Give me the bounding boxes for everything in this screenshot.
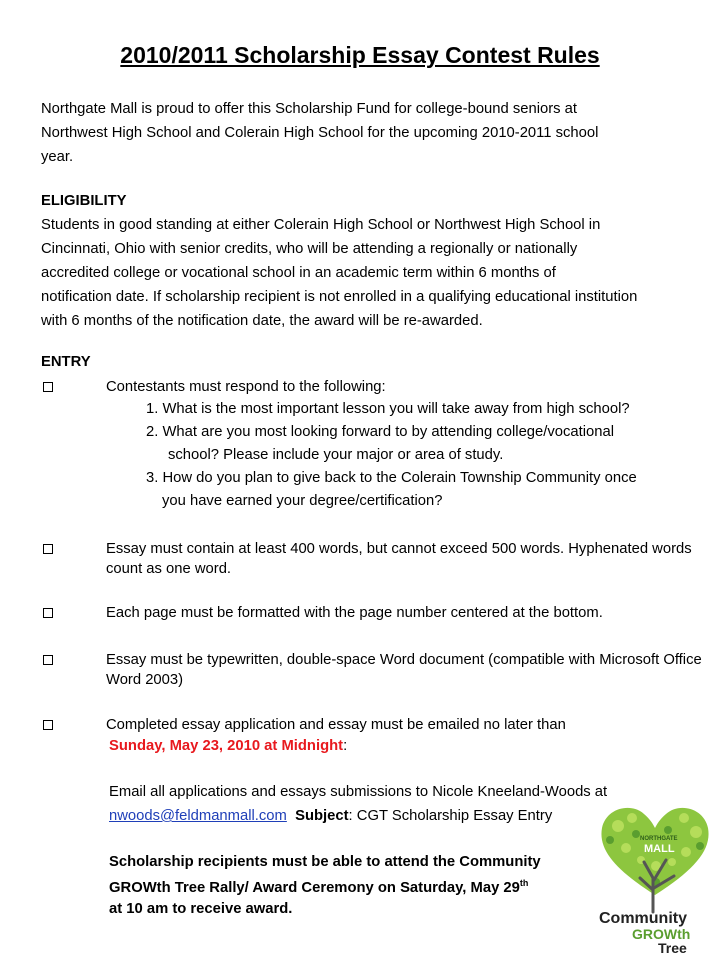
deadline-line xyxy=(109,738,347,754)
logo-growth: GROWth xyxy=(632,926,691,942)
page-title: 2010/2011 Scholarship Essay Contest Rules xyxy=(120,42,600,68)
question-2: 2. What are you most looking forward to by attending college/vocational xyxy=(146,424,615,440)
eligibility-line: Students in good standing at either Colerain High School or Northwest High School in xyxy=(41,217,601,233)
checkbox-icon xyxy=(43,544,53,554)
eligibility-heading: ELIGIBILITY xyxy=(41,193,127,209)
question-1: 1. What is the most important lesson you will take away from high school? xyxy=(146,401,630,417)
intro-line: year. xyxy=(41,149,74,165)
eligibility-line: with 6 months of the notification date, the award will be re-awarded. xyxy=(41,313,483,329)
checkbox-icon xyxy=(43,608,53,618)
entry-item-contestants: Contestants must respond to the following: xyxy=(106,379,386,395)
entry-heading: ENTRY xyxy=(41,354,91,370)
logo-community: Community xyxy=(599,910,687,927)
question-2-continued: school? Please include your major or area of study. xyxy=(168,447,504,463)
intro-line: Northgate Mall is proud to offer this Scholarship Fund for college-bound seniors at xyxy=(41,101,577,117)
ordinal-suffix: th xyxy=(519,878,529,888)
eligibility-line: Cincinnati, Ohio with senior credits, who will be attending a regionally or nationally xyxy=(41,241,578,257)
heart-tree-icon xyxy=(601,808,708,912)
intro-paragraph xyxy=(41,97,706,169)
community-growth-tree-logo xyxy=(596,800,714,954)
entry-item-typewritten: Essay must be typewritten, double-space Word document (compatible with Microsoft Office Word 2003) xyxy=(106,652,702,688)
logo-tree: Tree xyxy=(658,940,687,954)
eligibility-paragraph xyxy=(41,213,706,333)
ceremony-text: GROWth Tree Rally/ Award Ceremony on Saturday, May 29 xyxy=(109,879,520,896)
subject-label: Subject xyxy=(295,808,349,824)
checkbox-icon xyxy=(43,655,53,665)
question-3-continued: you have earned your degree/certification? xyxy=(162,493,443,509)
logo-northgate: NORTHGATE xyxy=(640,836,678,842)
entry-item-word-count: Essay must contain at least 400 words, but cannot exceed 500 words. Hyphenated words count as one word. xyxy=(106,541,692,577)
intro-line: Northwest High School and Colerain High School for the upcoming 2010-2011 school xyxy=(41,125,599,141)
checkbox-icon xyxy=(43,720,53,730)
ceremony-line-2 xyxy=(109,878,528,896)
email-instructions: Email all applications and essays submissions to Nicole Kneeland-Woods at xyxy=(109,784,608,800)
eligibility-line: accredited college or vocational school in an academic term within 6 months of xyxy=(41,265,556,281)
deadline-date: Sunday, May 23, 2010 at Midnight xyxy=(109,738,344,754)
subject-value: : CGT Scholarship Essay Entry xyxy=(348,808,553,824)
ceremony-line-1: Scholarship recipients must be able to attend the Community xyxy=(109,854,541,870)
question-3: 3. How do you plan to give back to the Colerain Township Community once xyxy=(146,470,637,486)
ceremony-line-3: at 10 am to receive award. xyxy=(109,901,293,917)
email-link[interactable]: nwoods@feldmanmall.com xyxy=(109,808,287,824)
deadline-colon: : xyxy=(343,738,348,754)
entry-item-deadline: Completed essay application and essay must be emailed no later than xyxy=(106,717,566,733)
entry-item-page-format: Each page must be formatted with the page number centered at the bottom. xyxy=(106,605,603,621)
eligibility-line: notification date. If scholarship recipient is not enrolled in a qualifying educational institution xyxy=(41,289,638,305)
logo-mall: MALL xyxy=(644,843,675,855)
email-line xyxy=(109,808,552,824)
checkbox-icon xyxy=(43,382,53,392)
